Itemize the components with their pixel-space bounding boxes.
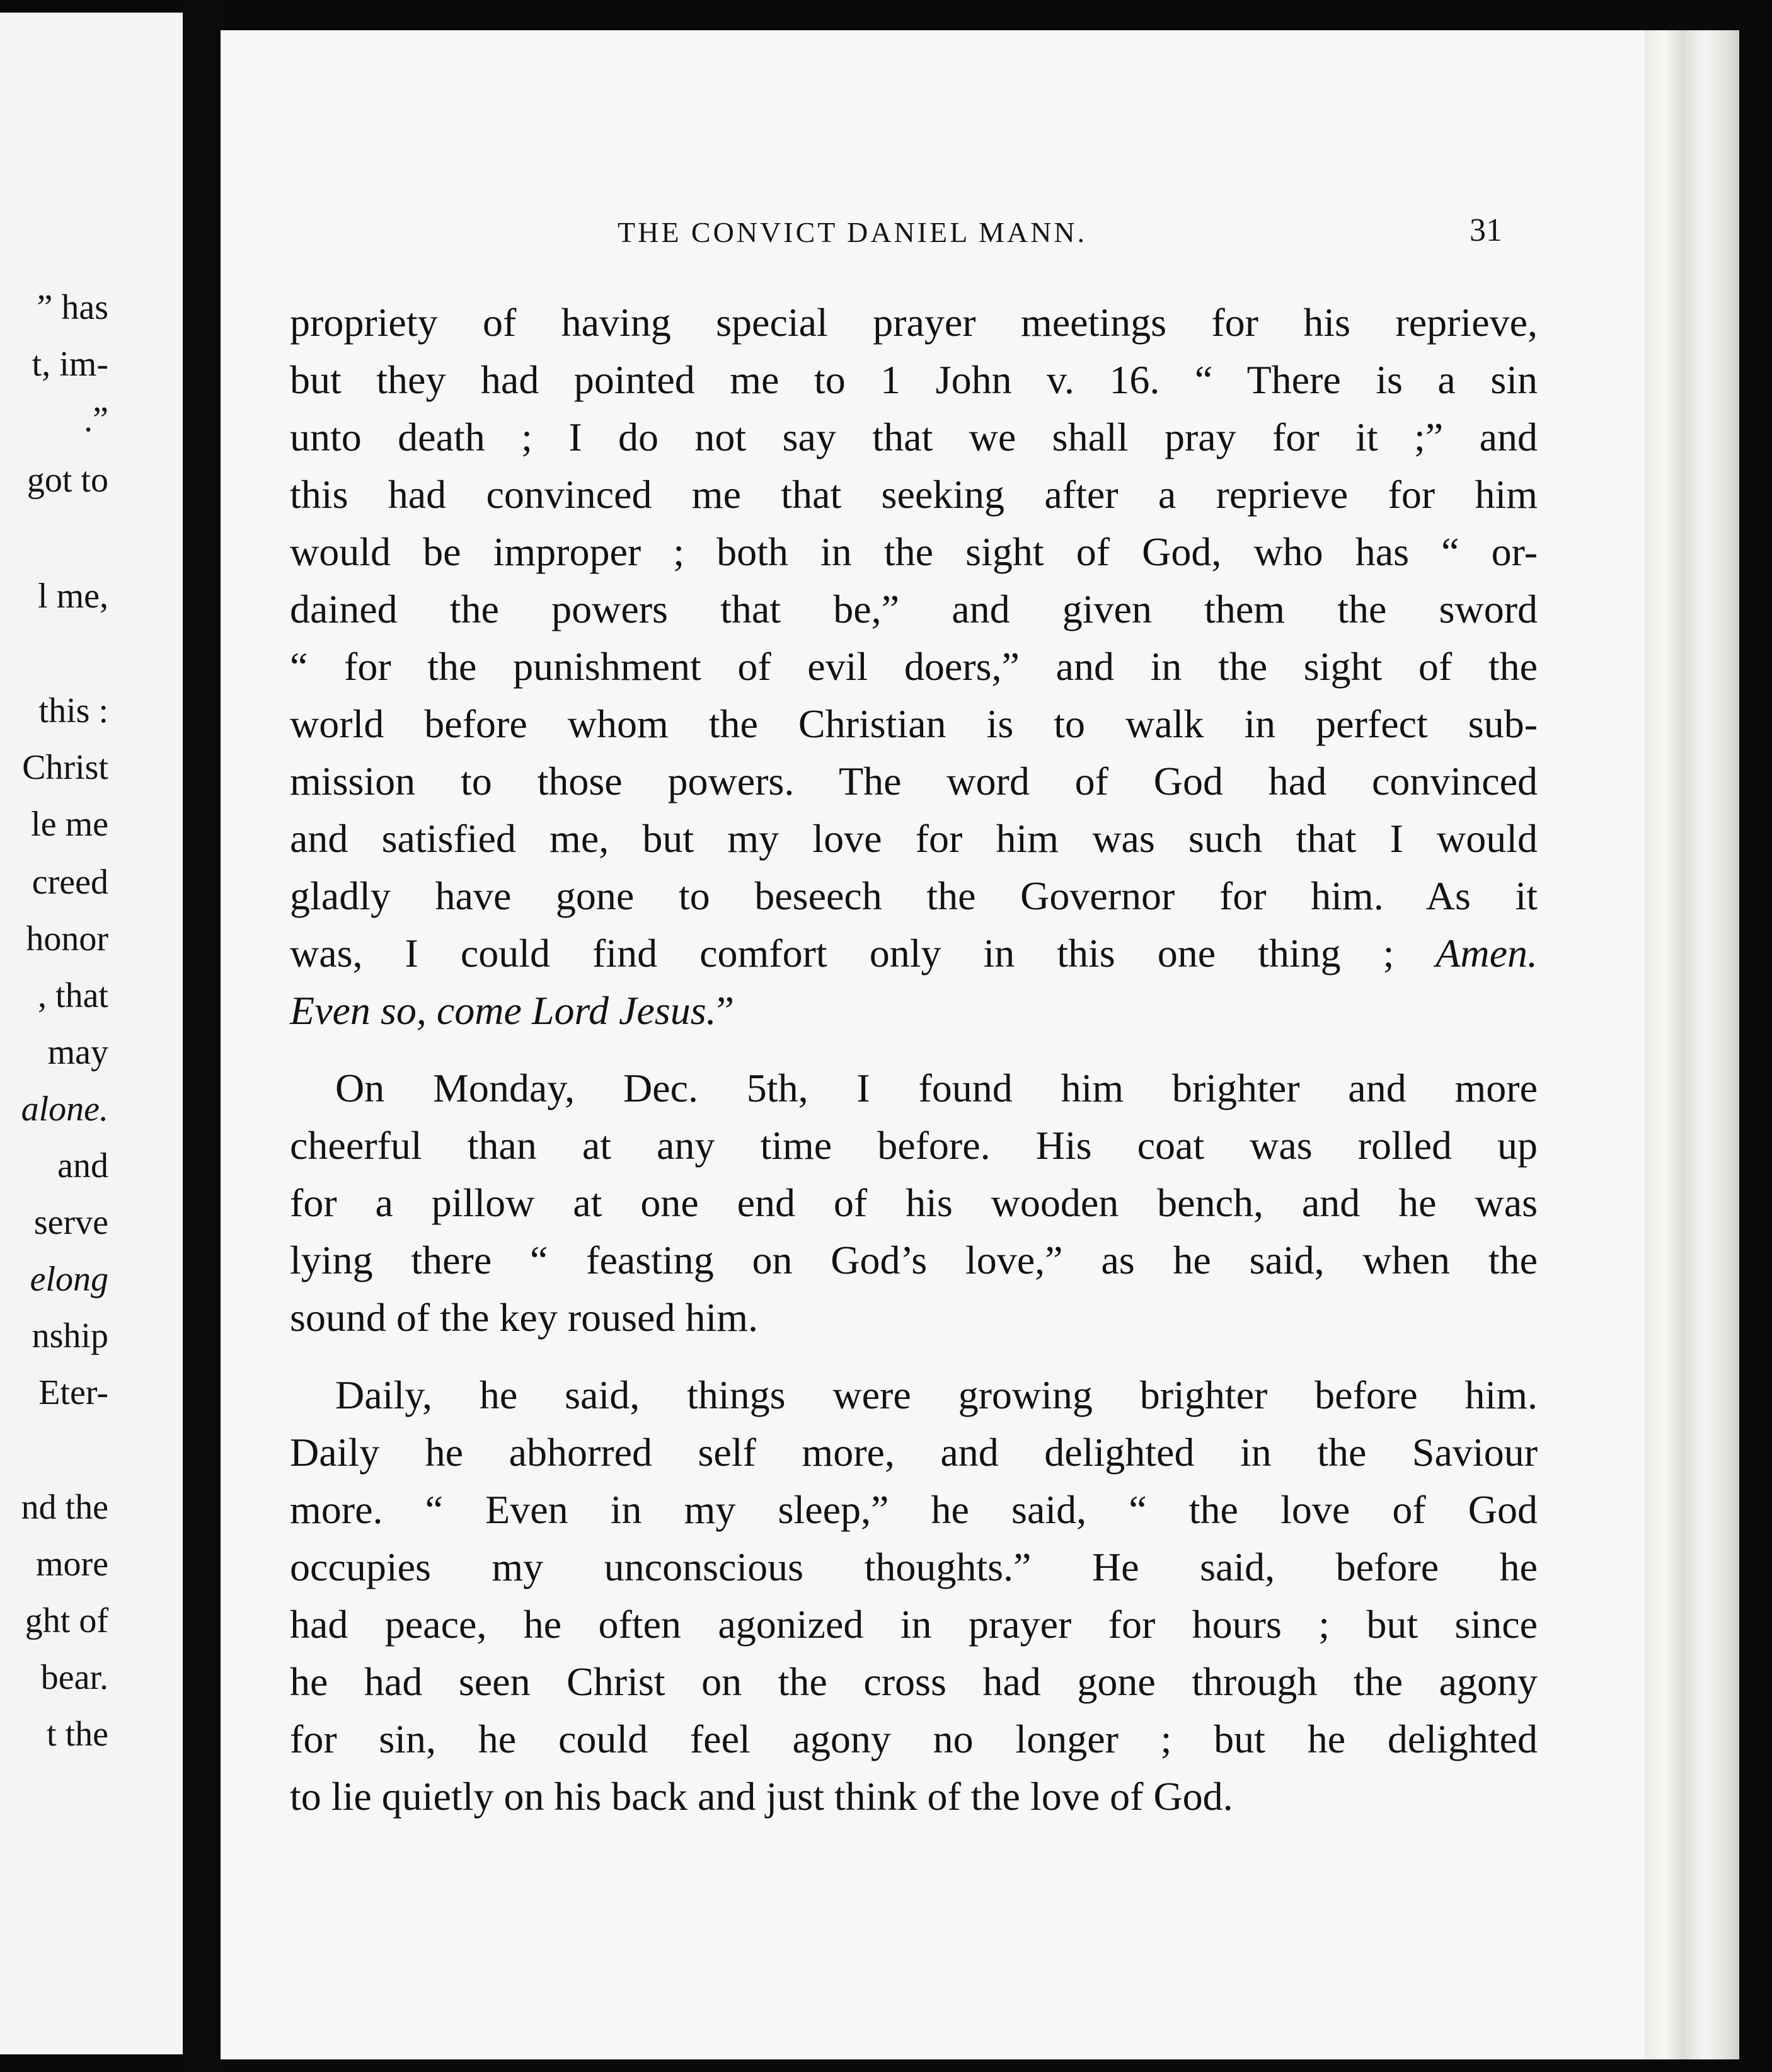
facing-page-line: bear.: [40, 1658, 108, 1697]
text-line: more. “ Even in my sleep,” he said, “ the love of God: [290, 1487, 1538, 1532]
text-line: would be improper ; both in the sight of God, who has “ or-: [290, 529, 1538, 574]
body-text: [290, 294, 1538, 1845]
text-line: and satisfied me, but my love for him was such that I would: [290, 816, 1538, 861]
facing-page-line: and: [57, 1146, 108, 1185]
facing-page-line: elong: [30, 1260, 108, 1299]
facing-page-line: more: [35, 1545, 108, 1584]
italic-text: Amen.: [1394, 931, 1538, 976]
text-line: dained the powers that be,” and given them the sword: [290, 587, 1538, 631]
text-line: unto death ; I do not say that we shall pray for it ;” and: [290, 415, 1538, 459]
facing-page-line: may: [47, 1033, 108, 1072]
text-line: “ for the punishment of evil doers,” and in the sight of the: [290, 644, 1538, 689]
facing-page-line: this :: [38, 691, 108, 730]
text-line: cheerful than at any time before. His coat was rolled up: [290, 1123, 1538, 1168]
text-segment: was, I could find comfort only in this one thing ;: [290, 931, 1395, 976]
text-line: gladly have gone to beseech the Governor for him. As it: [290, 873, 1538, 918]
text-line: Daily, he said, things were growing brighter before him.: [335, 1373, 1538, 1417]
text-line: lying there “ feasting on God’s love,” as he said, when the: [290, 1238, 1538, 1282]
page-edges: [1645, 30, 1739, 2059]
facing-page-line: t, im-: [32, 345, 108, 384]
facing-page-line: Christ: [22, 748, 108, 787]
text-line: but they had pointed me to 1 John v. 16. “ There is a sin: [290, 357, 1538, 402]
text-line: sound of the key roused him.: [290, 1295, 758, 1340]
facing-page-line: l me,: [38, 577, 108, 616]
facing-page-line: honor: [26, 919, 108, 958]
facing-page-line: , that: [38, 976, 108, 1015]
page-number: 31: [1470, 212, 1502, 248]
facing-page: [0, 13, 183, 2054]
text-line: occupies my unconscious thoughts.” He said, before he: [290, 1545, 1538, 1589]
facing-page-line: alone.: [21, 1090, 108, 1129]
text-line: for sin, he could feel agony no longer ; but he delighted: [290, 1717, 1538, 1761]
facing-page-line: nd the: [21, 1488, 108, 1527]
text-line: he had seen Christ on the cross had gone through the agony: [290, 1659, 1538, 1704]
italic-text: Even so, come Lord Jesus.: [290, 988, 716, 1033]
facing-page-line: ght of: [25, 1601, 108, 1640]
facing-page-line: serve: [33, 1203, 108, 1242]
paragraph: [290, 1366, 1538, 1825]
facing-page-line: ” has: [37, 288, 108, 327]
paragraph: [290, 294, 1538, 1039]
facing-page-line: le me: [31, 805, 108, 844]
facing-page-line: t the: [47, 1715, 108, 1754]
text-line: On Monday, Dec. 5th, I found him brighter and more: [335, 1066, 1538, 1110]
facing-page-line: creed: [32, 863, 108, 902]
text-line: Daily he abhorred self more, and delighted in the Saviour: [290, 1430, 1538, 1475]
facing-page-line: Eter-: [38, 1373, 108, 1412]
page-header: [221, 212, 1645, 266]
paragraph: [290, 1059, 1538, 1346]
text-line: propriety of having special prayer meetings for his reprieve,: [290, 300, 1538, 345]
text-line: for a pillow at one end of his wooden bench, and he was: [290, 1180, 1538, 1225]
text-line: [290, 982, 1538, 1039]
binding-gutter: [183, 0, 221, 2072]
text-line: this had convinced me that seeking after a reprieve for him: [290, 472, 1538, 517]
text-line: mission to those powers. The word of God had convinced: [290, 759, 1538, 803]
facing-page-line: got to: [26, 461, 108, 500]
text-line: had peace, he often agonized in prayer for hours ; but since: [290, 1602, 1538, 1647]
text-segment: ”: [716, 988, 734, 1033]
text-line: [290, 924, 1538, 982]
facing-page-line: nship: [32, 1316, 108, 1355]
page: [221, 30, 1645, 2059]
facing-page-line: .”: [84, 400, 108, 439]
text-line: to lie quietly on his back and just think of the love of God.: [290, 1774, 1233, 1819]
running-title: THE CONVICT DANIEL MANN.: [618, 216, 1088, 248]
text-line: world before whom the Christian is to walk in perfect sub-: [290, 701, 1538, 746]
